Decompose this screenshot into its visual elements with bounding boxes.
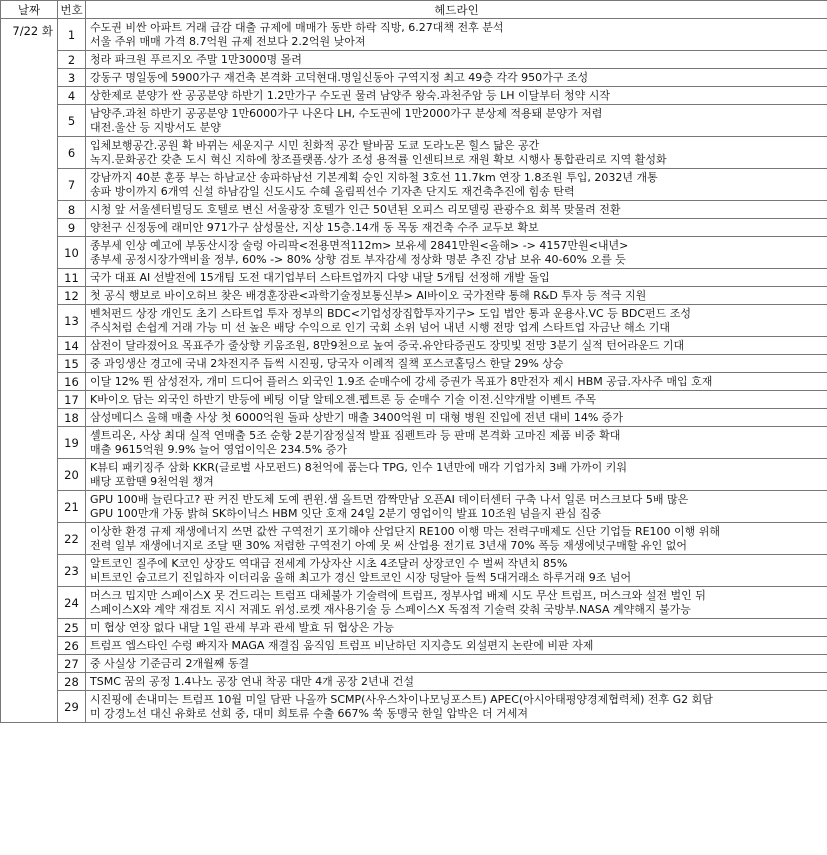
row-number: 3 xyxy=(58,69,86,87)
column-header-headline: 헤드라인 xyxy=(86,1,827,19)
date-cell-empty xyxy=(1,427,58,459)
row-number: 1 xyxy=(58,19,86,51)
headline-cell xyxy=(86,409,827,427)
date-cell-empty xyxy=(1,555,58,587)
headline-line: 주식처럼 손쉽게 거래 가능 미 선 높은 배당 수익으로 인기 국회 소위 넘어 내년 시행 전망 업계 스타트업 자금난 해소 기대 xyxy=(90,320,670,334)
table-row xyxy=(1,137,827,169)
row-number: 27 xyxy=(58,655,86,673)
date-cell-empty xyxy=(1,305,58,337)
headline-cell xyxy=(86,19,827,51)
table-row xyxy=(1,169,827,201)
date-cell-empty xyxy=(1,523,58,555)
headline-line: GPU 100만개 가동 밝혀 SK하이닉스 HBM 잇단 호재 24일 2분기 영업이익 발표 10조원 넘을지 관심 집중 xyxy=(90,506,602,520)
headline-line: 시진핑에 손내미는 트럼프 10월 미일 담판 나올까 SCMP(사우스차이나모닝포스트) APEC(아시아태평양경제협력체) 전후 G2 회담 xyxy=(90,692,713,706)
headline-line: 알트코인 질주에 K코인 상장도 역대급 전세계 가상자산 시초 4조달러 상장코인 수 벌써 작년치 85% xyxy=(90,556,568,570)
headline-line: 종부세 공정시장가액비율 정부, 60% -> 80% 상향 검토 부자감세 정상화 명분 추진 강남 보유 40-60% 오를 듯 xyxy=(90,252,626,266)
headline-cell xyxy=(86,637,827,655)
headline-line: 녹지.문화공간 갖춘 도시 혁신 지하에 창조플랫폼.상가 조성 용적률 인센티브로 재원 확보 시행사 통합관리로 지역 활성화 xyxy=(90,152,667,166)
table-row xyxy=(1,619,827,637)
date-cell-empty xyxy=(1,691,58,723)
date-cell-empty xyxy=(1,169,58,201)
headline-line: 매출 9615억원 9.9% 늘어 영업이익은 234.5% 증가 xyxy=(90,442,347,456)
table-row xyxy=(1,219,827,237)
table-row xyxy=(1,51,827,69)
table-row xyxy=(1,337,827,355)
date-cell-empty xyxy=(1,51,58,69)
headline-cell xyxy=(86,201,827,219)
headline-cell xyxy=(86,587,827,619)
row-number: 16 xyxy=(58,373,86,391)
headline-line: 삼성메디스 올해 매출 사상 첫 6000억원 돌파 상반기 매출 3400억원 미 대형 병원 진입에 전년 대비 14% 증가 xyxy=(90,410,624,424)
headline-line: 강동구 명일동에 5900가구 재건축 본격화 고덕현대.명일신동아 구역지정 최고 49층 각각 950가구 조성 xyxy=(90,70,589,84)
table-row xyxy=(1,237,827,269)
headline-line: 송파 방이까지 6개역 신설 하남감일 신도시도 수혜 올림픽선수 기자촌 단지도 재건축추진에 힘송 탄력 xyxy=(90,184,575,198)
headline-line: 서울 주위 매매 가격 8.7억원 규제 전보다 2.2억원 낮아져 xyxy=(90,34,366,48)
column-header-date: 날짜 xyxy=(1,1,58,19)
table-row xyxy=(1,269,827,287)
date-cell-empty xyxy=(1,337,58,355)
headline-line: 대전.울산 등 지방서도 분양 xyxy=(90,120,221,134)
column-header-number: 번호 xyxy=(58,1,86,19)
headline-line: 배당 포함땐 9천억원 챙겨 xyxy=(90,474,214,488)
table-row xyxy=(1,523,827,555)
row-number: 9 xyxy=(58,219,86,237)
row-number: 23 xyxy=(58,555,86,587)
headline-cell xyxy=(86,69,827,87)
date-cell-empty xyxy=(1,491,58,523)
date-cell-empty xyxy=(1,237,58,269)
headline-line: 종부세 인상 예고에 부동산시장 술렁 아리팍<전용면적112m> 보유세 2841만원<올해> -> 4157만원<내년> xyxy=(90,238,629,252)
headline-line: 이상한 환경 규제 재생에너지 쓰면 값싼 구역전기 포기해야 산업단지 RE100 이행 막는 전력구매제도 신단 기업들 RE100 이행 위해 xyxy=(90,524,721,538)
headline-line: 수도권 비싼 아파트 거래 급감 대출 규제에 매매가 동반 하락 직방, 6.27대책 전후 분석 xyxy=(90,20,504,34)
date-cell-empty xyxy=(1,69,58,87)
row-number: 10 xyxy=(58,237,86,269)
headline-line: 비트코인 숨고르기 진입하자 이더리움 올해 최고가 경신 알트코인 시장 덩달아 들썩 5대거래소 하루거래 9조 넘어 xyxy=(90,570,632,584)
table-row xyxy=(1,373,827,391)
row-number: 14 xyxy=(58,337,86,355)
table-row xyxy=(1,691,827,723)
headline-cell xyxy=(86,691,827,723)
headline-cell xyxy=(86,269,827,287)
date-cell-empty xyxy=(1,137,58,169)
row-number: 18 xyxy=(58,409,86,427)
date-cell-empty xyxy=(1,269,58,287)
row-number: 13 xyxy=(58,305,86,337)
date-cell-empty xyxy=(1,373,58,391)
headline-line: 시청 앞 서울센터빌딩도 호텔로 변신 서울광장 호텔가 인근 50년된 오피스 리모델링 관광수요 회복 맞물려 전환 xyxy=(90,202,621,216)
table-row xyxy=(1,491,827,523)
row-number: 5 xyxy=(58,105,86,137)
table-body xyxy=(1,19,827,723)
headline-cell xyxy=(86,237,827,269)
row-number: 4 xyxy=(58,87,86,105)
row-number: 12 xyxy=(58,287,86,305)
headline-line: 강남까지 40분 훈풍 부는 하남교산 송파하남선 기본계획 승인 지하철 3호선 11.7km 연장 1.8조원 투입, 2032년 개통 xyxy=(90,170,658,184)
headline-cell xyxy=(86,105,827,137)
date-cell-empty xyxy=(1,219,58,237)
date-cell-empty xyxy=(1,201,58,219)
headline-cell xyxy=(86,555,827,587)
headline-cell xyxy=(86,219,827,237)
headline-line: 이달 12% 뛴 삼성전자, 개미 드디어 플러스 외국인 1.9조 순매수에 강세 증권가 목표가 8만전자 제시 HBM 공급.자사주 매입 호재 xyxy=(90,374,713,388)
headline-line: 미 협상 연장 없다 내달 1일 관세 부과 관세 발효 뒤 협상은 가능 xyxy=(90,620,394,634)
date-cell-empty xyxy=(1,587,58,619)
row-number: 8 xyxy=(58,201,86,219)
headline-line: GPU 100배 늘린다고? 판 커진 반도체 도예 퀸윈.샘 올트먼 깜짝만남 오픈AI 데이터센터 구축 나서 일론 머스크보다 5배 많은 xyxy=(90,492,689,506)
row-number: 15 xyxy=(58,355,86,373)
row-number: 29 xyxy=(58,691,86,723)
headline-line: 중 과잉생산 경고에 국내 2차전지주 듬썩 시진핑, 당국자 이례적 질책 포스코홀딩스 한달 29% 상승 xyxy=(90,356,564,370)
row-number: 17 xyxy=(58,391,86,409)
headline-cell xyxy=(86,427,827,459)
headline-line: 스페이스X와 계약 재검토 지시 저궤도 위성.로켓 재사용기술 등 스페이스X 독점적 기술력 갖춰 국방부.NASA 계약해지 불가능 xyxy=(90,602,691,616)
headline-line: TSMC 꿈의 공정 1.4나노 공장 연내 착공 대만 4개 공장 2년내 건설 xyxy=(90,674,414,688)
date-cell-empty xyxy=(1,655,58,673)
headline-cell xyxy=(86,337,827,355)
headline-cell xyxy=(86,391,827,409)
headline-cell xyxy=(86,169,827,201)
table-row xyxy=(1,587,827,619)
headline-line: 셀트리온, 사상 최대 실적 연매출 5조 순항 2분기잠정실적 발표 짐펜트라 등 판매 본격화 고마진 제품 비중 확대 xyxy=(90,428,621,442)
row-number: 28 xyxy=(58,673,86,691)
date-cell-empty xyxy=(1,105,58,137)
table-row xyxy=(1,427,827,459)
headline-line: 미 강경노선 대신 유화로 선회 중, 대미 희토류 수출 667% 쑥 동맹국 한일 압박은 더 거세져 xyxy=(90,706,529,720)
headline-line: 전력 일부 재생에너지로 조달 땐 30% 저렴한 구역전기 아예 못 써 산업용 전기료 3년새 70% 폭등 재생에넛구매할 유인 없어 xyxy=(90,538,688,552)
row-number: 20 xyxy=(58,459,86,491)
headline-line: 트럼프 엡스타인 수렁 빠지자 MAGA 재결집 움직임 트럼프 비난하던 지지층도 외설편지 논란에 비판 자제 xyxy=(90,638,594,652)
headline-cell xyxy=(86,137,827,169)
headline-cell xyxy=(86,673,827,691)
headline-cell xyxy=(86,87,827,105)
date-cell-empty xyxy=(1,637,58,655)
headline-line: 상한제로 분양가 싼 공공분양 하반기 1.2만가구 수도권 물려 남양주 왕숙.과천주암 등 LH 이달부터 청약 시작 xyxy=(90,88,611,102)
row-number: 11 xyxy=(58,269,86,287)
headline-line: 벤처펀드 상장 개인도 초기 스타트업 투자 정부의 BDC<기업성장집합투자기구> 도입 법안 통과 운용사.VC 등 BDC펀드 조성 xyxy=(90,306,692,320)
headline-cell xyxy=(86,287,827,305)
headline-cell xyxy=(86,523,827,555)
headline-line: 첫 공식 행보로 바이오허브 찾은 배경훈장관<과학기술정보통신부> AI바이오 국가전략 통해 R&D 투자 등 적극 지원 xyxy=(90,288,647,302)
table-row xyxy=(1,87,827,105)
date-cell-empty xyxy=(1,391,58,409)
headline-cell xyxy=(86,305,827,337)
row-number: 24 xyxy=(58,587,86,619)
table-row xyxy=(1,19,827,51)
headline-line: 남양주.과천 하반기 공공분양 1만6000가구 나온다 LH, 수도권에 1만2000가구 분상제 적용돼 분양가 저렴 xyxy=(90,106,603,120)
headline-line: 양천구 신정동에 래미안 971가구 삼성물산, 지상 15층.14개 동 목동 재건축 수주 교두보 확보 xyxy=(90,220,539,234)
headline-line: 머스크 밉지만 스페이스X 못 건드리는 트럼프 대체불가 기술력에 트럼프, 정부사업 배제 시도 무산 트럼프, 머스크와 설전 벌인 뒤 xyxy=(90,588,706,602)
row-number: 25 xyxy=(58,619,86,637)
table-row xyxy=(1,459,827,491)
headline-line: 중 사실상 기준금리 2개월째 동결 xyxy=(90,656,250,670)
table-row xyxy=(1,391,827,409)
date-cell-empty xyxy=(1,287,58,305)
table-row xyxy=(1,355,827,373)
headline-cell xyxy=(86,655,827,673)
headline-cell xyxy=(86,491,827,523)
table-row xyxy=(1,287,827,305)
date-cell: 7/22 화 xyxy=(1,19,58,51)
table-row xyxy=(1,201,827,219)
table-row xyxy=(1,409,827,427)
headline-cell xyxy=(86,355,827,373)
table-row xyxy=(1,69,827,87)
headline-line: 국가 대표 AI 선발전에 15개팀 도전 대기업부터 스타트업까지 다양 내달 5개팀 선정해 개발 돌입 xyxy=(90,270,550,284)
headline-cell xyxy=(86,373,827,391)
row-number: 19 xyxy=(58,427,86,459)
table-row xyxy=(1,105,827,137)
headline-cell xyxy=(86,619,827,637)
row-number: 7 xyxy=(58,169,86,201)
headline-cell xyxy=(86,51,827,69)
headline-line: K바이오 담는 외국인 하반기 반등에 베팅 이달 알테오젠.펩트론 등 순매수 기술 이전.신약개발 이벤트 주목 xyxy=(90,392,596,406)
table-row xyxy=(1,655,827,673)
row-number: 21 xyxy=(58,491,86,523)
table-row xyxy=(1,673,827,691)
table-row xyxy=(1,305,827,337)
date-cell-empty xyxy=(1,459,58,491)
date-cell-empty xyxy=(1,355,58,373)
table-row xyxy=(1,637,827,655)
row-number: 22 xyxy=(58,523,86,555)
date-cell-empty xyxy=(1,409,58,427)
headline-cell xyxy=(86,459,827,491)
row-number: 6 xyxy=(58,137,86,169)
headline-line: 입체보행공간.공원 확 바뀌는 세운지구 시민 친화적 공간 탈바꿈 도쿄 도라노몬 힐스 닮은 공간 xyxy=(90,138,540,152)
headline-line: K뷰티 패키징주 삼화 KKR(글로벌 사모펀드) 8천억에 품는다 TPG, 인수 1년만에 매각 기업가치 3배 가까이 키워 xyxy=(90,460,627,474)
headline-line: 청라 파크원 푸르지오 주말 1만3000명 몰려 xyxy=(90,52,302,66)
date-cell-empty xyxy=(1,619,58,637)
table-row xyxy=(1,555,827,587)
row-number: 2 xyxy=(58,51,86,69)
headline-line: 삼전이 달라졌어요 목표주가 줄상향 키움조원, 8만9천으로 높여 증국.유안타증권도 장밋빛 전망 3분기 실적 턴어라운드 기대 xyxy=(90,338,685,352)
row-number: 26 xyxy=(58,637,86,655)
header-row xyxy=(1,1,827,19)
date-cell-empty xyxy=(1,87,58,105)
date-cell-empty xyxy=(1,673,58,691)
